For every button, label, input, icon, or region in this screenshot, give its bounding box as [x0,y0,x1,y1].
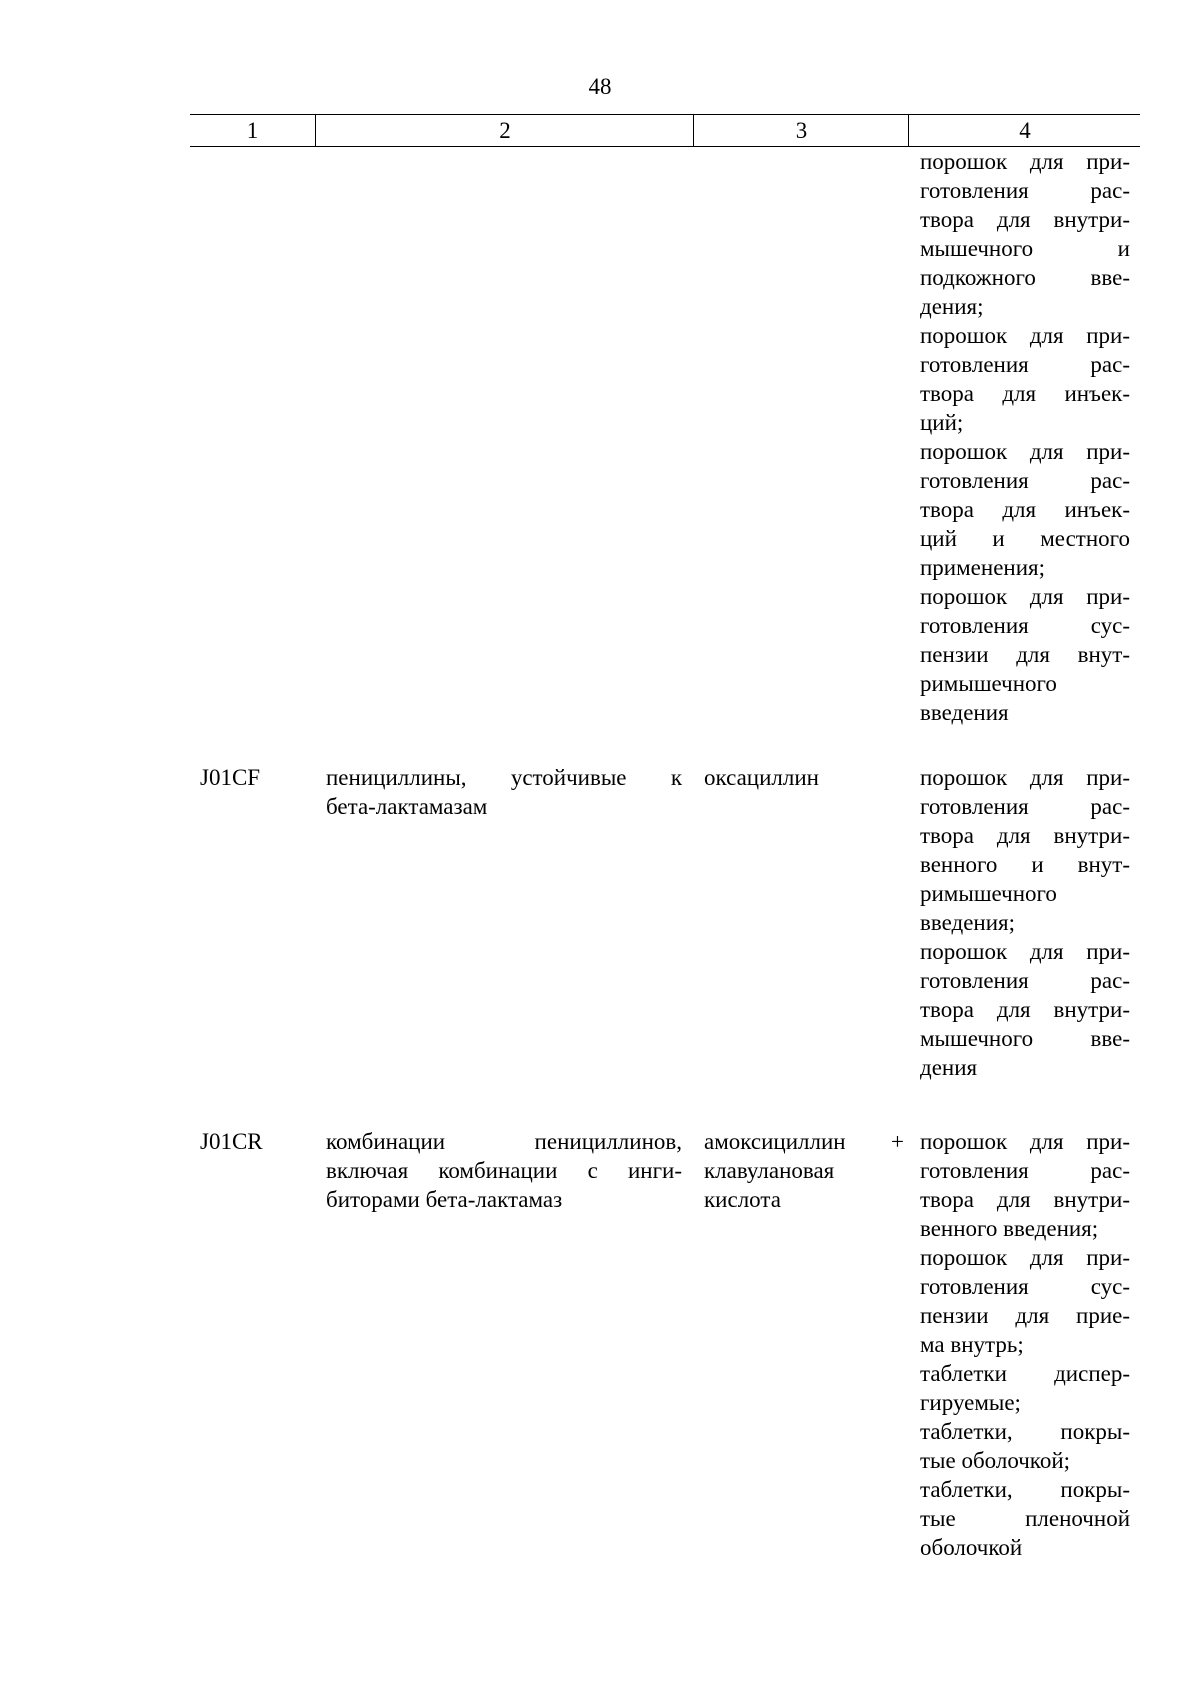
text-line: порошок для при- [920,323,1130,348]
text-line: порошок для при- [920,765,1130,790]
text-line: римышечного [920,671,1057,696]
header-col-4: 4 [908,115,1141,146]
text-line: твора для внутри- [920,207,1130,232]
atc-code: J01CF [200,765,261,790]
dosage-forms [920,1127,1130,1562]
text-line: применения; [920,555,1045,580]
header-col-2: 2 [315,115,694,146]
text-line: мышечного вве- [920,1026,1130,1051]
text-line: бета-лактамазам [326,794,488,819]
text-line: готовления рас- [920,468,1130,493]
text-line: порошок для при- [920,939,1130,964]
text-line: амоксициллин + [704,1129,904,1154]
text-line: готовления рас- [920,178,1130,203]
atc-code: J01CR [200,1129,263,1154]
text-line: клавулановая [704,1158,835,1183]
pharmacological-group [326,1127,682,1214]
drug-name [704,763,904,792]
text-line: таблетки диспер- [920,1361,1130,1386]
text-line: мышечного и [920,236,1130,261]
header-col-1: 1 [246,118,259,143]
table-header [190,114,1140,147]
continuation-dosage-forms [920,147,1130,727]
text-line: римышечного [920,881,1057,906]
text-line: ций и местного [920,526,1130,551]
text-line: тые пленочной [920,1506,1130,1531]
text-line: порошок для при- [920,439,1130,464]
header-col-3: 3 [693,115,909,146]
dosage-forms [920,763,1130,1082]
text-line: пензии для прие- [920,1303,1130,1328]
text-line: кислота [704,1187,781,1212]
text-line: порошок для при- [920,1129,1130,1154]
text-line: дения [920,1055,978,1080]
text-line: введения; [920,910,1015,935]
text-line: готовления рас- [920,794,1130,819]
pharmacological-group [326,763,682,821]
drug-name [704,1127,904,1214]
text-line: порошок для при- [920,149,1130,174]
text-line: порошок для при- [920,1245,1130,1270]
text-line: готовления сус- [920,613,1130,638]
text-line: порошок для при- [920,584,1130,609]
page-number: 48 [588,74,612,99]
text-line: оболочкой [920,1535,1023,1560]
text-line: биторами бета-лактамаз [326,1187,563,1212]
text-line: венного и внут- [920,852,1130,877]
text-line: введения [920,700,1009,725]
text-line: венного введения; [920,1216,1099,1241]
text-line: твора для внутри- [920,1187,1130,1212]
text-line: пензии для внут- [920,642,1130,667]
text-line: включая комбинации с инги- [326,1158,682,1183]
text-line: комбинации пенициллинов, [326,1129,682,1154]
text-line: пенициллины, устойчивые к [326,765,682,790]
text-line: дения; [920,294,984,319]
text-line: таблетки, покры- [920,1477,1130,1502]
text-line: готовления рас- [920,352,1130,377]
text-line: ций; [920,410,964,435]
text-line: твора для внутри- [920,997,1130,1022]
text-line: твора для инъек- [920,381,1130,406]
text-line: подкожного вве- [920,265,1130,290]
text-line: оксациллин [704,765,819,790]
text-line: готовления сус- [920,1274,1130,1299]
text-line: твора для инъек- [920,497,1130,522]
text-line: готовления рас- [920,968,1130,993]
text-line: готовления рас- [920,1158,1130,1183]
text-line: тые оболочкой; [920,1448,1071,1473]
text-line: ма внутрь; [920,1332,1024,1357]
text-line: гируемые; [920,1390,1021,1415]
text-line: твора для внутри- [920,823,1130,848]
text-line: таблетки, покры- [920,1419,1130,1444]
